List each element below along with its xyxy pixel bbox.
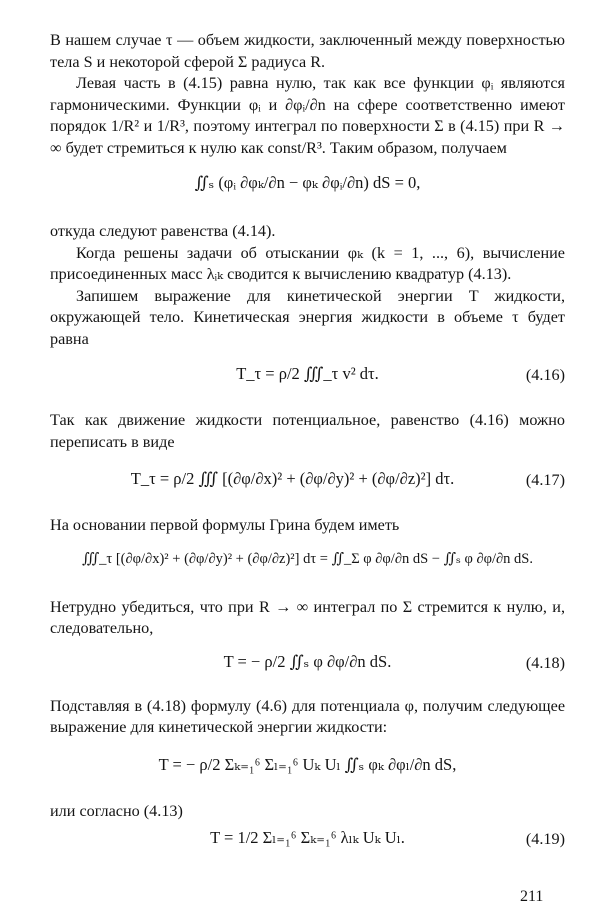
- equation-block: [50, 159, 565, 221]
- paragraph: Нетрудно убедиться, что при R → ∞ интеграл по Σ стремится к нулю, и, следовательно,: [50, 597, 565, 637]
- paragraph: Подставляя в (4.18) формулу (4.6) для потенциала φ, получим следующее выражение для кинетической энергии жидкости:: [50, 696, 565, 736]
- equation: ∬ₛ (φᵢ ∂φₖ/∂n − φₖ ∂φᵢ/∂n) dS = 0,: [194, 173, 421, 192]
- equation-block: [50, 350, 565, 410]
- paragraph: откуда следуют равенства (4.14).: [50, 222, 276, 240]
- equation: T = − ρ/2 Σₖ₌₁⁶ Σₗ₌₁⁶ Uₖ Uₗ ∬ₛ φₖ ∂φₗ/∂n dS,: [158, 754, 457, 774]
- equation-number: (4.16): [525, 366, 565, 384]
- equation: ∭_τ [(∂φ/∂x)² + (∂φ/∂y)² + (∂φ/∂z)²] dτ = ∬_Σ φ ∂φ/∂n dS − ∬ₛ φ ∂φ/∂n dS.: [81, 550, 533, 567]
- equation: T_τ = ρ/2 ∭ [(∂φ/∂x)² + (∂φ/∂y)² + (∂φ/∂z)²] dτ.: [130, 469, 455, 488]
- paragraph: Когда решены задачи об отыскании φₖ (k = 1, ..., 6), вычисление присоединенных масс λᵢₖ сводится к вычислению квадратур (4.13).: [50, 243, 565, 283]
- equation-number: (4.18): [525, 653, 565, 672]
- equation-block: [50, 822, 565, 868]
- paragraph: или согласно (4.13): [50, 801, 183, 820]
- equation: T = 1/2 Σₗ₌₁⁶ Σₖ₌₁⁶ λₗₖ Uₖ Uₗ.: [210, 828, 405, 847]
- equation-block: [50, 739, 565, 801]
- paragraph: В нашем случае τ — объем жидкости, заключенный между поверхностью тела S и некоторой сферой Σ радиуса R.: [50, 31, 565, 71]
- equation-number: (4.17): [525, 471, 565, 489]
- page-body: [50, 30, 565, 868]
- equation: T_τ = ρ/2 ∭_τ v² dτ.: [236, 364, 379, 383]
- paragraph: Так как движение жидкости потенциальное, равенство (4.16) можно переписать в виде: [50, 411, 565, 451]
- equation-block: [50, 537, 565, 597]
- paragraph: Запишем выражение для кинетической энергии T жидкости, окружающей тело. Кинетическая энергия жидкости в объеме τ будет равна: [50, 286, 565, 348]
- equation: T = − ρ/2 ∬ₛ φ ∂φ/∂n dS.: [223, 651, 392, 671]
- equation-number: (4.19): [525, 830, 565, 848]
- equation-block: [50, 453, 565, 515]
- paragraph: Левая часть в (4.15) равна нулю, так как все функции φᵢ являются гармоническими. Функции φᵢ и ∂φᵢ/∂n на сфере соответственно имеют порядок 1/R² и 1/R³, поэтому интеграл по поверхности Σ в (4.15) при R → ∞ будет стремиться к нулю как const/R³. Таким образом, получаем: [50, 74, 565, 157]
- equation-block: [50, 640, 565, 696]
- page-number: 211: [520, 888, 544, 905]
- paragraph: На основании первой формулы Грина будем иметь: [50, 516, 400, 534]
